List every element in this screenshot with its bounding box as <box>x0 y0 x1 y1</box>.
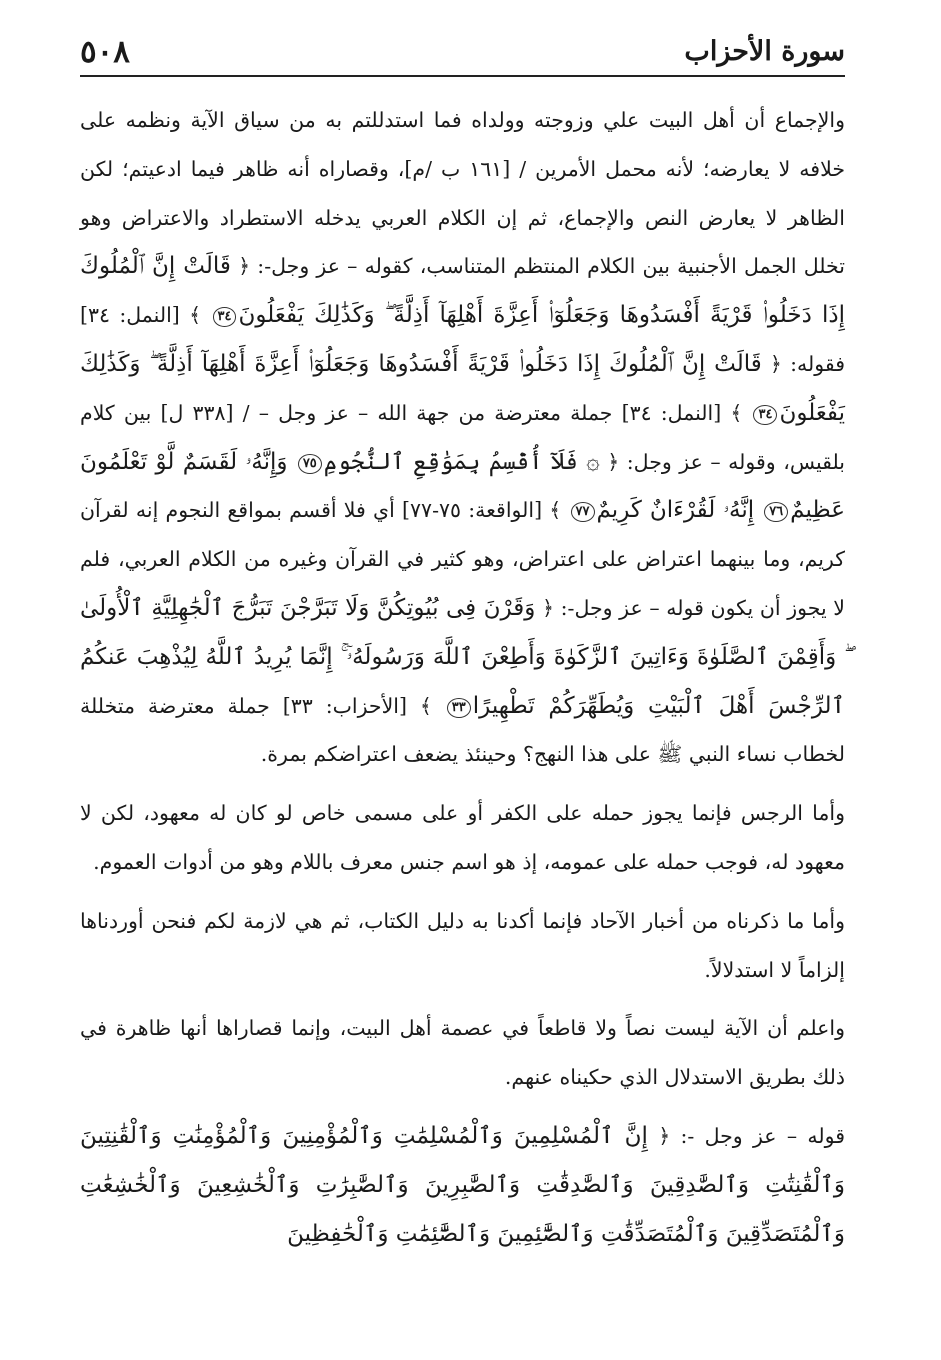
paragraph-text: قوله – عز وجل -: ﴿ <box>647 1123 845 1148</box>
header-divider <box>80 75 845 77</box>
paragraph-text: ﴾ [النمل: ٣٤] فقوله: ﴿ <box>80 303 845 376</box>
quran-verse: قَالَتْ إِنَّ ٱلْمُلُوكَ إِذَا دَخَلُوا۟ قَرْيَةً أَفْسَدُوهَا وَجَعَلُوٓا۟ أَعِزَّةَ أَهْلِهَآ أَذِلَّةً ۖ وَكَذَٰلِكَ يَفْعَلُونَ <box>80 350 845 426</box>
paragraph <box>80 789 845 887</box>
page-header <box>80 22 845 74</box>
verse-number-marker: ٧٥ <box>298 454 322 474</box>
quran-verse: وَإِنَّهُۥ لَقَسَمٌ لَّوْ تَعْلَمُونَ عَظِيمٌ <box>80 448 846 524</box>
verse-number-marker: ٧٦ <box>764 502 788 522</box>
paragraph-text: ﴾ [الواقعة: ٧٥-٧٧] أي فلا أقسم بمواقع النجوم إنه لقرآن كريم، وما بينهما اعتراض على اعتراض، وهو كثير في القرآن وغيره من الكلام العربي، فلم لا يجوز أن يكون قوله – عز وجل-: ﴿ <box>80 498 845 620</box>
paragraph-text: واعلم أن الآية ليست نصاً ولا قاطعاً في عصمة أهل البيت، وإنما قصاراها أنها ظاهرة في ذلك بطريق الاستدلال الذي حكيناه عنهم. <box>80 1016 845 1090</box>
paragraph <box>80 897 845 995</box>
page-body <box>80 96 845 1258</box>
page-number: ٥٠٨ <box>80 34 130 70</box>
verse-number-marker: ٣٤ <box>213 307 237 327</box>
paragraph <box>80 1004 845 1102</box>
verse-number-marker: ٣٤ <box>753 405 777 425</box>
paragraph-text: ﴾ [الأحزاب: ٣٣] جملة معترضة متخللة لخطاب نساء النبي ﷺ على هذا النهج؟ وحينئذ يضعف اعتراضكم بمرة. <box>80 693 845 767</box>
paragraph-text: وأما ما ذكرناه من أخبار الآحاد فإنما أكدنا به دليل الكتاب، ثم هي لازمة لكم فنحن أوردناها إلزاماً لا استدلالاً. <box>80 908 845 982</box>
quran-verse: إِنَّهُۥ لَقُرْءَانٌ كَرِيمٌ <box>596 497 763 524</box>
surah-title: سورة الأحزاب <box>684 36 845 67</box>
paragraph-text: ﴾ [النمل: ٣٤] جملة معترضة من جهة الله – عز وجل – / [٣٣٨ ل] بين كلام بلقيس، وقوله – عز وجل: ﴿ <box>80 400 846 474</box>
verse-number-marker: ٧٧ <box>571 502 595 522</box>
paragraph-text: والإجماع أن أهل البيت علي وزوجته وولداه فما استدللتم به من سياق الآية ونظمه على خلافه لا يعارضه؛ لأنه محمل الأمرين / [١٦١ ب /م]، وقصاراه أنه ظاهر فيما ادعيتم؛ لكن الظاهر لا يعارض النص والإجماع، ثم إن الكلام العربي يدخله الاستطراد والاعتراض وهو تخلل الجمل الأجنبية بين الكلام المنتظم المتناسب، كقوله – عز وجل-: ﴿ <box>80 108 845 279</box>
paragraph <box>80 1112 845 1258</box>
quran-verse: إِنَّ ٱلْمُسْلِمِينَ وَٱلْمُسْلِمَٰتِ وَٱلْمُؤْمِنِينَ وَٱلْمُؤْمِنَٰتِ وَٱلْقَٰنِتِينَ وَٱلْقَٰنِتَٰتِ وَٱلصَّٰدِقِينَ وَٱلصَّٰدِقَٰتِ وَٱلصَّٰبِرِينَ وَٱلصَّٰبِرَٰتِ وَٱلْخَٰشِعِينَ وَٱلْخَٰشِعَٰتِ وَٱلْمُتَصَدِّقِينَ وَٱلْمُتَصَدِّقَٰتِ وَٱلصَّٰٓئِمِينَ وَٱلصَّٰٓئِمَٰتِ وَٱلْحَٰفِظِينَ <box>80 1122 845 1247</box>
paragraph <box>80 96 845 779</box>
quran-verse: وَقَرْنَ فِى بُيُوتِكُنَّ وَلَا تَبَرَّجْنَ تَبَرُّجَ ٱلْجَٰهِلِيَّةِ ٱلْأُولَىٰ ۖ وَأَقِمْنَ ٱلصَّلَوٰةَ وَءَاتِينَ ٱلزَّكَوٰةَ وَأَطِعْنَ ٱللَّهَ وَرَسُولَهُۥٓ ۚ إِنَّمَا يُرِيدُ ٱللَّهُ لِيُذْهِبَ عَنكُمُ ٱلرِّجْسَ أَهْلَ ٱلْبَيْتِ وَيُطَهِّرَكُمْ تَطْهِيرًا <box>80 594 845 719</box>
verse-number-marker: ٣٣ <box>447 698 471 718</box>
quran-verse: قَالَتْ إِنَّ ٱلْمُلُوكَ إِذَا دَخَلُوا۟ قَرْيَةً أَفْسَدُوهَا وَجَعَلُوٓا۟ أَعِزَّةَ أَهْلِهَآ أَذِلَّةً ۖ وَكَذَٰلِكَ يَفْعَلُونَ <box>80 253 845 329</box>
paragraph-text: وأما الرجس فإنما يجوز حمله على الكفر أو على مسمى خاص لو كان له معهود، لكن لا معهود له، فوجب حمله على عمومه، إذ هو اسم جنس معرف باللام وهو من أدوات العموم. <box>80 801 845 874</box>
quran-verse: ۞ فَلَآ أُقْسِمُ بِمَوَٰقِعِ ٱلنُّجُومِ <box>323 448 600 475</box>
